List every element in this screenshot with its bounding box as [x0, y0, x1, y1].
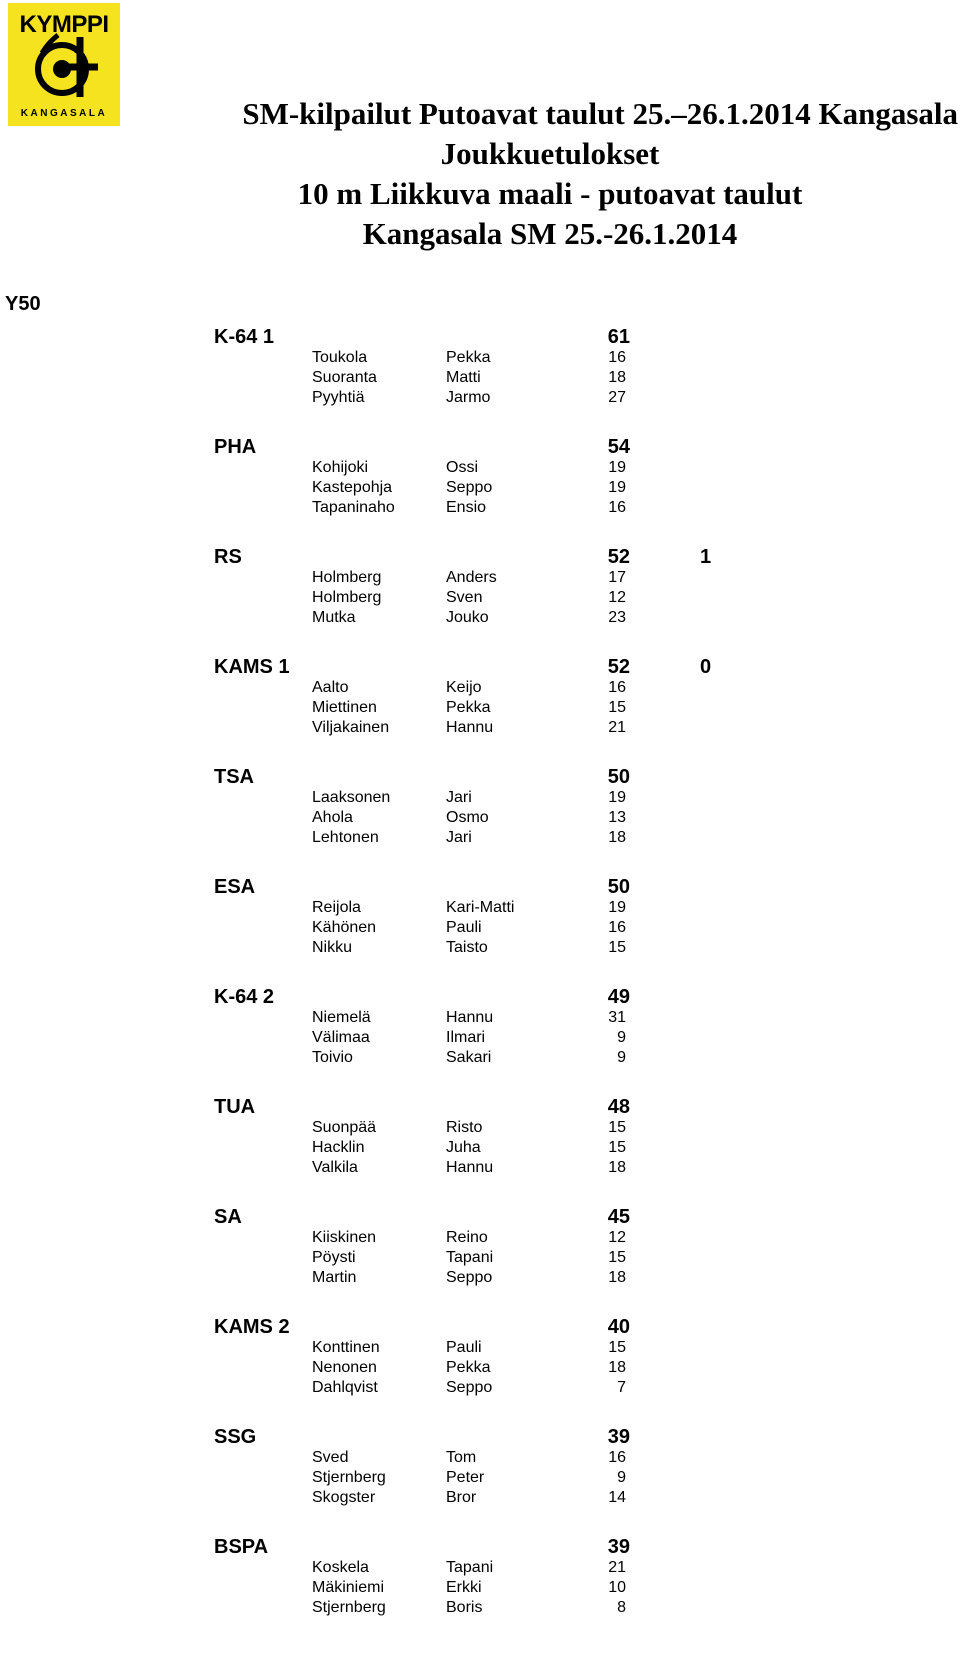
- team-members: [0, 349, 960, 409]
- member-first-name: Tom: [446, 1449, 477, 1466]
- team-name: SSG: [214, 1426, 257, 1448]
- member-row: [0, 369, 960, 389]
- title-line-3: 10 m Liikkuva maali - putoavat taulut: [297, 176, 803, 211]
- member-last-name: Holmberg: [312, 589, 382, 606]
- member-row: [0, 349, 960, 369]
- member-last-name: Mutka: [312, 609, 356, 626]
- member-row: [0, 1599, 960, 1619]
- logo-top-text: KYMPPI: [19, 11, 109, 38]
- target-64-icon: [28, 31, 104, 101]
- member-row: [0, 1559, 960, 1579]
- member-row: [0, 1049, 960, 1069]
- member-score: 9: [617, 1029, 626, 1046]
- member-row: [0, 789, 960, 809]
- member-first-name: Seppo: [446, 1269, 493, 1286]
- member-last-name: Aalto: [312, 679, 349, 696]
- member-score: 19: [608, 789, 626, 806]
- member-last-name: Lehtonen: [312, 829, 379, 846]
- member-score: 8: [617, 1599, 626, 1616]
- team-members: [0, 899, 960, 959]
- member-last-name: Pöysti: [312, 1249, 356, 1266]
- team-block: [0, 326, 960, 445]
- member-first-name: Jouko: [446, 609, 489, 626]
- member-first-name: Sakari: [446, 1049, 492, 1066]
- member-first-name: Pekka: [446, 699, 491, 716]
- member-first-name: Pauli: [446, 919, 482, 936]
- team-block: [0, 436, 960, 555]
- title-line-2: Joukkuetulokset: [440, 136, 660, 171]
- team-block: [0, 1206, 960, 1325]
- member-score: 18: [608, 1159, 626, 1176]
- member-score: 16: [608, 679, 626, 696]
- member-row: [0, 1379, 960, 1399]
- member-row: [0, 1249, 960, 1269]
- member-first-name: Ossi: [446, 459, 478, 476]
- team-score: 39: [607, 1426, 630, 1448]
- team-block: [0, 656, 960, 775]
- team-score: 39: [607, 1536, 630, 1558]
- member-row: [0, 1139, 960, 1159]
- member-score: 13: [608, 809, 626, 826]
- member-first-name: Jarmo: [446, 389, 491, 406]
- member-last-name: Toivio: [312, 1049, 353, 1066]
- member-row: [0, 919, 960, 939]
- team-members: [0, 789, 960, 849]
- team-score: 48: [607, 1096, 630, 1118]
- member-row: [0, 499, 960, 519]
- member-score: 18: [608, 1359, 626, 1376]
- member-first-name: Risto: [446, 1119, 483, 1136]
- member-score: 14: [608, 1489, 626, 1506]
- member-first-name: Keijo: [446, 679, 482, 696]
- member-row: [0, 589, 960, 609]
- team-block: [0, 1426, 960, 1545]
- member-row: [0, 1229, 960, 1249]
- member-first-name: Hannu: [446, 719, 494, 736]
- member-first-name: Tapani: [446, 1559, 494, 1576]
- team-name: SA: [214, 1206, 242, 1228]
- member-first-name: Hannu: [446, 1159, 494, 1176]
- member-row: [0, 1119, 960, 1139]
- member-row: [0, 1269, 960, 1289]
- member-score: 27: [608, 389, 626, 406]
- member-last-name: Sved: [312, 1449, 349, 1466]
- member-last-name: Toukola: [312, 349, 368, 366]
- member-last-name: Ahola: [312, 809, 353, 826]
- team-block: [0, 1096, 960, 1215]
- member-last-name: Stjernberg: [312, 1599, 386, 1616]
- member-score: 9: [617, 1469, 626, 1486]
- team-tiebreak: 1: [700, 546, 712, 568]
- team-block: [0, 876, 960, 995]
- member-score: 31: [608, 1009, 626, 1026]
- member-score: 16: [608, 1449, 626, 1466]
- member-last-name: Mäkiniemi: [312, 1579, 385, 1596]
- member-last-name: Suoranta: [312, 369, 377, 386]
- member-first-name: Taisto: [446, 939, 488, 956]
- member-first-name: Osmo: [446, 809, 489, 826]
- member-row: [0, 1489, 960, 1509]
- team-score: 50: [607, 876, 630, 898]
- team-name: TUA: [214, 1096, 256, 1118]
- member-first-name: Matti: [446, 369, 481, 386]
- member-row: [0, 1469, 960, 1489]
- member-first-name: Peter: [446, 1469, 485, 1486]
- member-last-name: Valkila: [312, 1159, 358, 1176]
- member-score: 18: [608, 1269, 626, 1286]
- team-members: [0, 1559, 960, 1619]
- team-members: [0, 1339, 960, 1399]
- team-score: 61: [607, 326, 630, 348]
- team-name: BSPA: [214, 1536, 269, 1558]
- member-first-name: Juha: [446, 1139, 481, 1156]
- member-first-name: Seppo: [446, 479, 493, 496]
- document-header: [140, 94, 960, 254]
- member-first-name: Kari-Matti: [446, 899, 515, 916]
- member-first-name: Erkki: [446, 1579, 482, 1596]
- team-name: K-64 1: [214, 326, 275, 348]
- team-name: KAMS 1: [214, 656, 290, 678]
- member-first-name: Bror: [446, 1489, 477, 1506]
- member-last-name: Holmberg: [312, 569, 382, 586]
- member-score: 19: [608, 459, 626, 476]
- member-first-name: Pekka: [446, 349, 491, 366]
- member-first-name: Tapani: [446, 1249, 494, 1266]
- kymppi-kangasala-logo: [8, 3, 120, 126]
- member-score: 15: [608, 1119, 626, 1136]
- member-last-name: Suonpää: [312, 1119, 377, 1136]
- team-score: 45: [607, 1206, 630, 1228]
- member-first-name: Seppo: [446, 1379, 493, 1396]
- member-first-name: Boris: [446, 1599, 483, 1616]
- member-score: 12: [608, 1229, 626, 1246]
- member-last-name: Nenonen: [312, 1359, 377, 1376]
- member-score: 21: [608, 719, 626, 736]
- team-block: [0, 1536, 960, 1655]
- logo-bottom-text: KANGASALA: [20, 108, 108, 119]
- member-row: [0, 1029, 960, 1049]
- member-last-name: Tapaninaho: [312, 499, 395, 516]
- team-name: K-64 2: [214, 986, 275, 1008]
- team-members: [0, 1119, 960, 1179]
- member-row: [0, 829, 960, 849]
- class-label: Y50: [5, 293, 41, 315]
- member-first-name: Sven: [446, 589, 483, 606]
- team-members: [0, 459, 960, 519]
- member-score: 16: [608, 499, 626, 516]
- member-first-name: Ilmari: [446, 1029, 486, 1046]
- member-last-name: Martin: [312, 1269, 357, 1286]
- member-score: 15: [608, 1139, 626, 1156]
- member-score: 15: [608, 1339, 626, 1356]
- title-line-4: Kangasala SM 25.-26.1.2014: [362, 216, 738, 251]
- member-row: [0, 479, 960, 499]
- member-row: [0, 899, 960, 919]
- team-block: [0, 766, 960, 885]
- member-last-name: Niemelä: [312, 1009, 371, 1026]
- member-first-name: Jari: [446, 789, 472, 806]
- member-row: [0, 1449, 960, 1469]
- member-last-name: Laaksonen: [312, 789, 391, 806]
- member-score: 9: [617, 1049, 626, 1066]
- member-score: 15: [608, 939, 626, 956]
- member-last-name: Kiiskinen: [312, 1229, 377, 1246]
- member-row: [0, 389, 960, 409]
- team-results-list: [0, 326, 960, 1655]
- member-score: 7: [617, 1379, 626, 1396]
- member-row: [0, 1159, 960, 1179]
- team-name: ESA: [214, 876, 256, 898]
- member-score: 15: [608, 699, 626, 716]
- member-last-name: Koskela: [312, 1559, 369, 1576]
- member-score: 15: [608, 1249, 626, 1266]
- member-row: [0, 809, 960, 829]
- member-row: [0, 569, 960, 589]
- member-first-name: Pauli: [446, 1339, 482, 1356]
- member-first-name: Anders: [446, 569, 497, 586]
- team-block: [0, 1316, 960, 1435]
- member-last-name: Kastepohja: [312, 479, 393, 496]
- team-block: [0, 986, 960, 1105]
- member-last-name: Nikku: [312, 939, 353, 956]
- member-score: 19: [608, 479, 626, 496]
- team-score: 52: [607, 656, 630, 678]
- member-row: [0, 719, 960, 739]
- member-row: [0, 1009, 960, 1029]
- member-row: [0, 459, 960, 479]
- team-name: TSA: [214, 766, 254, 788]
- team-score: 54: [607, 436, 630, 458]
- member-score: 18: [608, 369, 626, 386]
- team-members: [0, 1449, 960, 1509]
- team-members: [0, 569, 960, 629]
- member-first-name: Ensio: [446, 499, 487, 516]
- team-members: [0, 1009, 960, 1069]
- team-name: PHA: [214, 436, 257, 458]
- member-last-name: Hacklin: [312, 1139, 365, 1156]
- team-members: [0, 679, 960, 739]
- member-last-name: Dahlqvist: [312, 1379, 378, 1396]
- team-score: 52: [607, 546, 630, 568]
- member-first-name: Jari: [446, 829, 472, 846]
- member-row: [0, 1359, 960, 1379]
- member-last-name: Reijola: [312, 899, 361, 916]
- member-score: 23: [608, 609, 626, 626]
- team-score: 40: [607, 1316, 630, 1338]
- title-line-1: SM-kilpailut Putoavat taulut 25.–26.1.2014 Kangasala: [242, 96, 958, 131]
- member-last-name: Kohijoki: [312, 459, 369, 476]
- member-row: [0, 939, 960, 959]
- member-score: 19: [608, 899, 626, 916]
- team-name: RS: [214, 546, 242, 568]
- team-score: 49: [607, 986, 630, 1008]
- team-tiebreak: 0: [700, 656, 712, 678]
- team-members: [0, 1229, 960, 1289]
- member-score: 17: [608, 569, 626, 586]
- member-score: 10: [608, 1579, 626, 1596]
- member-score: 16: [608, 349, 626, 366]
- member-last-name: Skogster: [312, 1489, 376, 1506]
- member-score: 12: [608, 589, 626, 606]
- member-first-name: Reino: [446, 1229, 488, 1246]
- team-block: [0, 546, 960, 665]
- member-score: 18: [608, 829, 626, 846]
- member-row: [0, 699, 960, 719]
- member-row: [0, 1339, 960, 1359]
- member-last-name: Miettinen: [312, 699, 377, 716]
- team-score: 50: [607, 766, 630, 788]
- member-last-name: Viljakainen: [312, 719, 390, 736]
- member-last-name: Konttinen: [312, 1339, 380, 1356]
- team-name: KAMS 2: [214, 1316, 290, 1338]
- member-row: [0, 679, 960, 699]
- member-first-name: Hannu: [446, 1009, 494, 1026]
- member-first-name: Pekka: [446, 1359, 491, 1376]
- member-row: [0, 1579, 960, 1599]
- member-last-name: Pyyhtiä: [312, 389, 365, 406]
- member-last-name: Stjernberg: [312, 1469, 386, 1486]
- member-last-name: Välimaa: [312, 1029, 370, 1046]
- member-last-name: Kähönen: [312, 919, 377, 936]
- member-score: 21: [608, 1559, 626, 1576]
- member-score: 16: [608, 919, 626, 936]
- member-row: [0, 609, 960, 629]
